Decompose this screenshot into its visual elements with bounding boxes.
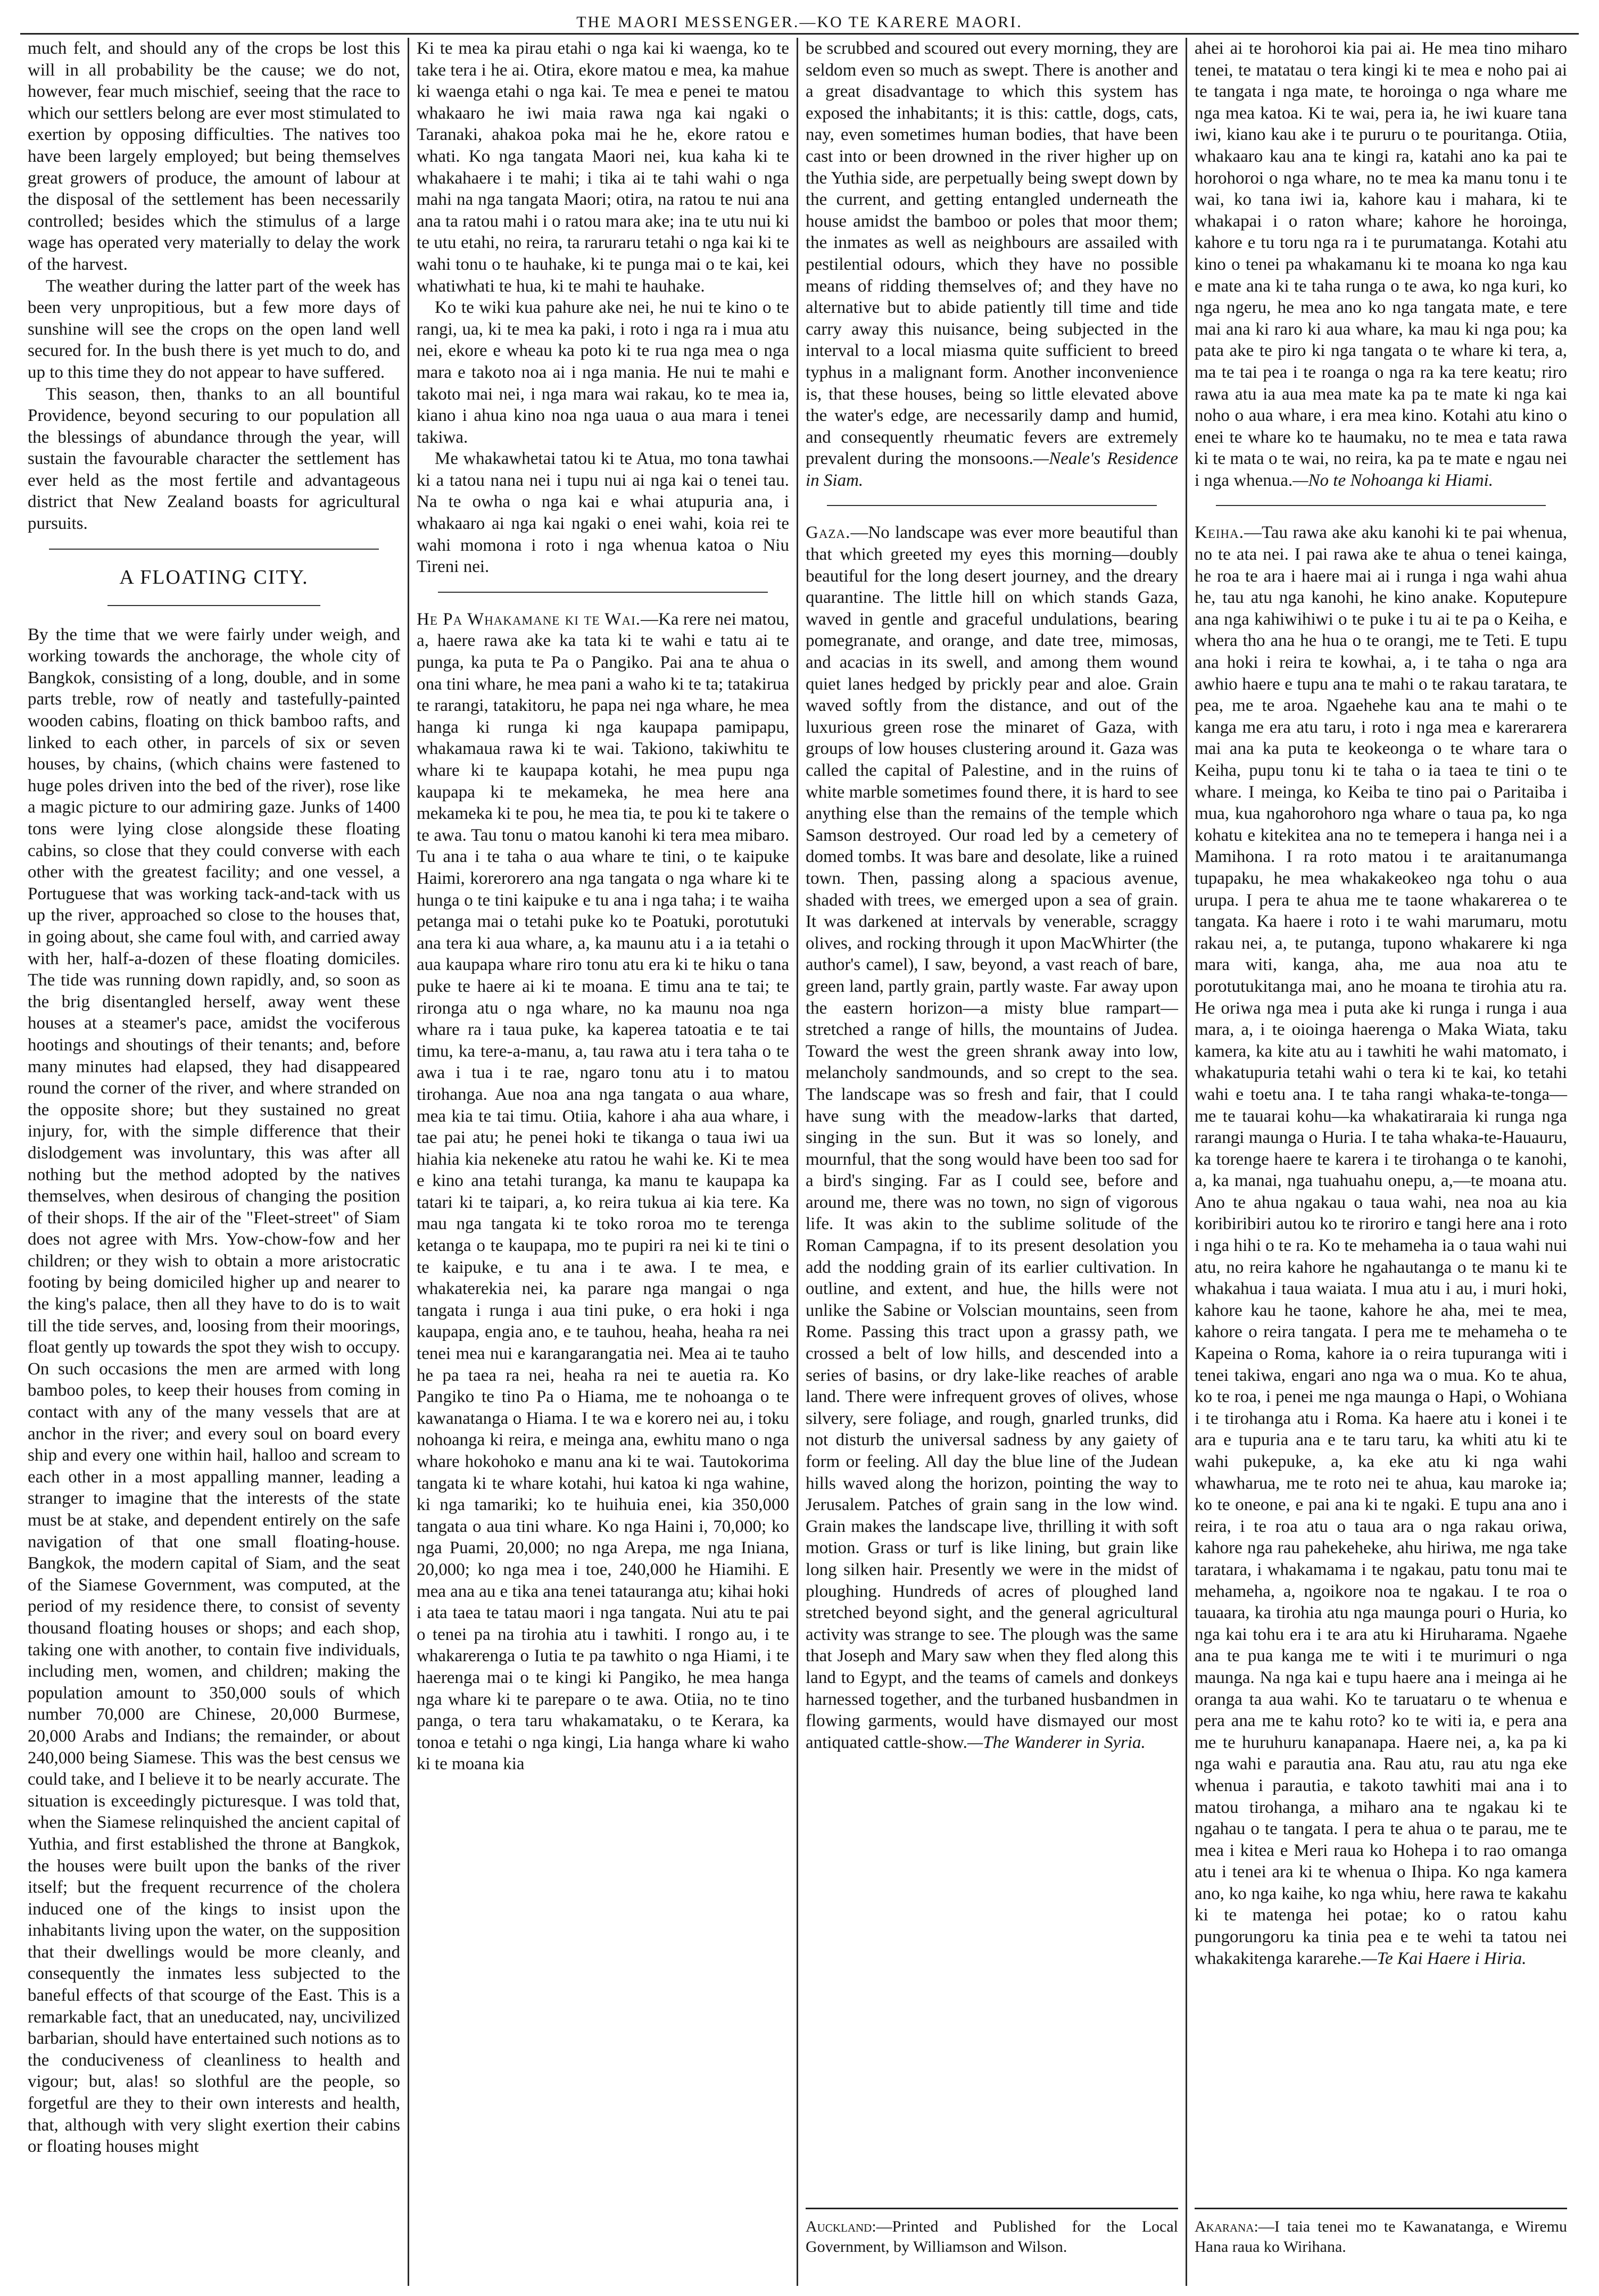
column-3 [798, 38, 1186, 2286]
imprint-place: Akarana [1195, 2218, 1254, 2235]
imprint-text: :—Printed and Published for the Local Government, by Williamson and Wilson. [806, 2218, 1178, 2256]
title-divider [107, 605, 320, 606]
section-divider [827, 505, 1157, 506]
imprint [1195, 2208, 1567, 2286]
article-source: —Neale's Residence in Siam. [806, 449, 1178, 490]
section-divider [1216, 505, 1546, 506]
article-lead: Gaza. [806, 523, 851, 543]
article-text: be scrubbed and scoured out every morning, they are seldom even so much as swept. There is another and a great disadvantage to which this system has exposed the inhabitants; it is this: cattle, dogs, cats, nay, even sometimes human bodies, that have been cast into or been drowned in the river higher up on the Yuthia side, are perpetually being swept down by the current, and getting entangled underneath the house amidst the bamboo or poles that moor them; the inmates as well as neighbours are assailed with pestilential odours, which they have no possible means of ridding themselves of; and they have no alternative but to abide patiently till time and tide carry away this nuisance, being subjected in the interval to a local miasma quite sufficient to breed typhus in a malignant form. Another inconvenience is, that these houses, being so little elevated above the water's edge, are necessarily damp and humid, and consequently rheumatic fevers are extremely prevalent during the monsoons. [806, 39, 1178, 469]
article-text: ahei ai te horohoroi kia pai ai. He mea tino miharo tenei, te matatau o tera kingi ki te mea e noho pai ai te tangata i nga mate, te horoinga o nga whare me nga mea katoa. Ki te wai, pera ia, he iwi kuare tana iwi, kiano kau ake i te pururu o te pouritanga. Otiia, whakaaro kau ana te kingi ra, katahi ano ka pai te horohoroi o nga whare, no te mea ka manu tonu i te wai, ko tana iwi ia, kahore kau i mahara, ki te whakapai i o raton whare; kahore he horoinga, kahore e tu toru nga ra i te purumatanga. Kotahi atu kino o tenei pa whakamanu ki te moana ko nga kau e mate ana ki te taha runga o te awa, ko nga kuri, ko nga ngeru, he mea ano ko nga tangata mate, e tere mai ana ki raro ki aua whare, ka mau ki nga pou; ka pata ake te piro ki nga tangata o te whare ki tera, a, ma te tai pea i te roanga o nga ra ka tere keatu; riro rawa atu ia aua mea mate ka pa te mate ki nga kai noho o aua whare, i era mea kino. Kotahi atu kino o enei te whare ko te haumaku, no te mea e tata rawa ki te mata o te wai, no reira, ka pa te mate e ngau nei i nga whenua. [1195, 39, 1567, 490]
article-source: —The Wanderer in Syria. [967, 1733, 1146, 1752]
column-2 [409, 38, 797, 2286]
article-paragraph: Me whakawhetai tatou ki te Atua, mo tona tawhai ki a tatou nana nei i tupu nui ai nga kai o tenei tau. Na te owha o nga kai e whai atupuria ana, i whakaaro ai nga kai ngaki o enei wahi, koia rei te wahi momona i roto i nga whenua katoa o Niu Tireni nei. [417, 449, 789, 577]
article-paragraph [1195, 38, 1567, 491]
article-lead: Keiha. [1195, 523, 1245, 543]
article-lead: He Pa Whakamane ki te Wai. [417, 609, 641, 629]
column-4 [1187, 38, 1575, 2286]
columns [20, 38, 1579, 2286]
article-paragraph: This season, then, thanks to an all bountiful Providence, beyond securing to our population all the blessings of abundance through the year, will sustain the favourable character the settlement has ever held as the most fertile and advantageous district that New Zealand boasts for agricultural pursuits. [28, 384, 400, 534]
article-paragraph: Ki te mea ka pirau etahi o nga kai ki waenga, ko te take tera i he ai. Otira, ekore matou e mea, ka mahue ki waenga etahi o nga kai. Te mea e penei te matou whakaaro he iwi maia rawa nga kai ngaki o Taranaki, ahakoa poka mai he he, ekore ratou e whati. Ko nga tangata Maori nei, kua kaha ki te whakahaere i te mahi; i tika ai te tahi wahi o nga mahi na nga tangata Maori; otira, na ratou te nui ana ana ta ratou mahi i o ratou mara ake; ina te utu nui ki te utu etahi, no reira, ta raruraru tetahi o nga kai ki te wahi tonu o te hauhake, ki te punga mai o te kai, kei whatiwhati te hua, ki te mahi te hauhake. [417, 39, 789, 296]
article-paragraph: By the time that we were fairly under weigh, and working towards the anchorage, the whole city of Bangkok, consisting of a long, double, and in some parts treble, row of neatly and tastefully-painted wooden cabins, floating on thick bamboo rafts, and linked to each other, in parcels of six or seven houses, by chains, (which chains were fastened to huge poles driven into the bed of the river), rose like a magic picture to our admiring gaze. Junks of 1400 tons were lying close alongside these floating cabins, so close that they could converse with each other with the greatest facility; and one vessel, a Portuguese that was working tack-and-tack with us up the river, approached so close to the houses that, in going about, she came foul with, and carried away with her, half-a-dozen of these floating domiciles. The tide was running down rapidly, and, so soon as the brig disentangled herself, away went these houses at a steamer's pace, amidst the vociferous hootings and shoutings of their tenants; and, before many minutes had elapsed, they had disappeared round the corner of the river, and where stranded on the opposite shore; but they sustained no great injury, for, with the simple difference that their dislodgement was involuntary, this was after all nothing but the method adopted by the natives themselves, when desirous of changing the position of their shops. If the air of the "Fleet-street" of Siam does not agree with Mrs. Yow-chow-fow and her children; or they wish to obtain a more aristocratic footing by being domiciled higher up and nearer to the king's palace, then all they have to do is to wait till the tide serves, and, loosing from their moorings, float gently up towards the spot they wish to occupy. On such occasions the men are armed with long bamboo poles, to keep their houses from coming in contact with any of the many vessels that are at anchor in the river; and every soul on board every ship and every one within hail, halloo and scream to each other in a most appalling manner, leading a stranger to imagine that the interests of the state must be at stake, and dependent entirely on the safe navigation of that one small floating-house. Bangkok, the modern capital of Siam, and the seat of the Siamese Government, was computed, at the period of my residence there, to consist of seventy thousand floating houses or shops; and each shop, taking one with another, to contain five individuals, including men, women, and children; making the population amount to 350,000 souls of which number 70,000 are Chinese, 20,000 Burmese, 20,000 Arabs and Indians; the remainder, or about 240,000 being Siamese. This was the best census we could take, and I believe it to be nearly accurate. The situation is exceedingly picturesque. I was told that, when the Siamese relinquished the ancient capital of Yuthia, and first established the throne at Bangkok, the houses were built upon the banks of the river itself; but the frequent recurrence of the cholera induced one of the kings to insist upon the inhabitants living upon the water, on the supposition that their dwellings would be more cleanly, and consequently the inmates less subjected to the baneful effects of that scourge of the East. This is a remarkable fact, that an uneducated, nay, uncivilized barbarian, should have entertained such notions as to the conduciveness of cleanliness to health and vigour; but, alas! so slothful are the people, so forgetful are they to their own interests and health, that, although with very slight exertion their cabins or floating houses might [28, 625, 400, 2157]
section-divider [438, 592, 768, 593]
article-text: —Ka rere nei matou, a, haere rawa ake ka tata ki te wahi e tatu ai te punga, ka puta te Pa o Pangiko. Pai ana te ahua o ona tini whare, he mea pani a waho ki te ta; tatakirua te rarangi, tatakitoru, he papa nei nga whare, he mea hanga ki runga ki nga kaupapa pamipapu, whakamaua rawa ki te wai. Takiono, takiwhitu te whare ki te kaupapa kotahi, he mea pupu nga kaupapa ki te mekameka, he mea here ana mekameka ki te pou, he mea tia, te pou ki te takere o te awa. Tau tonu o matou kanohi ki tera mea mibaro. Tu ana i te taha o aua whare te tini, o te kaipuke Haimi, korerorero ana nga tangata o nga whare ki te hunga o te tini kaipuke e tu ana i nga taha; i te waiha petanga mai o tetahi puke ko te Poatuki, porotutuki ana tera ki aua whare, a, ka maunu atu i a ia tetahi o aua kaupapa whare riro tonu atu era ki te hiku o tana puke te haere ai ki te moana. E timu ana te tai; te rironga atu o nga whare, no ka maunu noa nga whare ra i taua puke, ka kaperea tatoatia e te tai timu, ka tere-a-manu, a, tau rawa atu i tera taha o te awa i tua i te rae, ngaro tonu atu i to matou tirohanga. Aue noa ana nga tangata o aua whare, mea kia te tai timu. Otiia, kahore i aha aua whare, i tae pai atu; he penei hoki te tikanga o taua iwi ua hiahia kia nekeneke atu ratou he wahi ke. Ki te mea e kino ana tetahi turanga, ka manu te kaupapa ka tatari ki te taipari, a, ko reira tukua ai kia tere. Ka mau nga tangata ki te toko roroa mo te terenga ketanga o te kaupapa, mo te pupiri ra nei ki te tini o te kaipuke, e tu ana i te awa. I te mea, e whakaterekia nei, ka parare nga mangai o nga tangata i runga i aua tini puke, o era hoki i nga kaupapa, engia ano, e te tauhou, heaha, heaha ra nei tenei mea nui e karangarangatia nei. Mea ai te tauho he pa taea ra nei, heaha ra nei te auetia ra. Ko Pangiko te tino Pa o Hiama, me te nohoanga o te kawanatanga o Hiama. I te wa e korero nei au, i toku nohoanga ki reira, e meinga ana, ewhitu mano o nga whare hokohoko e manu ana ki te wai. Tautokorima tangata ki te whare kotahi, hui katoa ki nga wahine, ki nga tamariki; ko te huihuia enei, kia 350,000 tangata o aua tini whare. Ko nga Haini i, 70,000; ko nga Puami, 20,000; no nga Arepa, me nga Iniana, 20,000; ko nga mea i toe, 240,000 he Hiamihi. E mea ana au e tika ana tenei tatauranga atu; kihai hoki i ata taea te tatau maori i nga tangata. Nui atu te pai o tenei pa na tirohia atu i tawhiti. I rongo au, i te whakarerenga o Iutia te pa tawhito o nga Hiami, i te haerenga mai o te kingi ki Pangiko, he mea hanga nga whare ki te parepare o te awa. Otiia, no te tino panga, o tera taru whakamataku, o te Kerara, ka tonoa e tetahi o nga kingi, Lia hanga whare ki waho ki te moana kia [417, 609, 790, 1774]
imprint [806, 2208, 1178, 2286]
column-1 [20, 38, 408, 2286]
masthead: THE MAORI MESSENGER.—KO TE KARERE MAORI. [20, 12, 1579, 35]
article-paragraph [417, 609, 789, 1775]
section-divider [49, 549, 379, 550]
article-paragraph: The weather during the latter part of the week has been very unpropitious, but a few more days of sunshine will see the crops on the open land well secured for. In the bush there is yet much to do, and up to this time they do not appear to have suffered. [28, 276, 400, 382]
article-text: —Tau rawa ake aku kanohi ki te pai whenua, no te ata nei. I pai rawa ake te ahua o tenei kainga, he roa te ara i haere mai ai i runga i nga wahi ahua he, tau atu nga kanohi, he kino anake. Koputepure ana nga kahiwihiwi o te puke i tu ai te pa o Keiha, e whera tho ana he hua o te orangi, me te Teti. E tupu ana hoki i reira te kowhai, a, i te taha o nga ara awhio haere e tupu ana te mahi o te rakau taratara, te pea, me te aroa. Ngaehehe kau ana te mahi o te kanga me era atu taru, i roto i nga mea e karerarera mai ana ka puta te keokeonga o te whare tara o Keiha, pupu tonu ki te taha o ia taea te tini o te whare. I meinga, ko Keiba te tino pai o Paritaiba i mua, kua ngahorohoro nga whare o taua pa, ko nga kohatu e kitekitea ana no te temepera i hanga nei i a Mamihona. I ra roto matou i te araitanumanga tupapaku, he mea whakakeokeo nga tohu o aua urupa. I pera te ahua me te taone whakarerea o te tangata. Ka haere i roto i te wahi marumaru, motu rakau nei, a, te putanga, tupono whakarere ki nga mara witi, kanga, aha, me aua noa atu te porotutukitanga mai, ano he moana te tirohia atu ra. He oriwa nga mea i puta ake ki runga i runga i aua mara, a, i te oioinga haerenga o Maka Wiata, taku kamera, ka kite atu au i tawhiti he wahi matomato, i whakatupuria tetahi wahi o tera ki te kai, ko tetahi wahi e toetu ana. I te taha rangi whaka-te-tonga—me te tauarai kohu—ka whakatiraraia ki runga nga rarangi maunga o Huria. I te taha whaka-te-Hauauru, ka torenge haere te karera i te tirohanga o te kanohi, a, ka manai, nga tuahuahu onepu, a,—te moana atu. Ano te ahua ngakau o taua wahi, nea noa au kia koribiribiri autou ko te riroriro e tangi here ana i roto i nga hihi o te ra. Ko te mehameha ia o taua wahi nui atu, no reira kahore he ngahautanga o te manu ki te whakahua i taua waiata. I mua atu i au, i muri hoki, kahore kau he taone, kahore he aha, mei te mea, kahore o reira tangata. I pera me te mehameha o te Kapeina o Roma, kahore ia o reira tupuranga witi i tenei takiwa, engari ano nga wa o mua. Ko te ahua, ko te roa, i penei me nga maunga o Hapi, o Wohiana i te tirohanga atu i Roma. Ka haere atu i konei i te ara e tupuria ana e te taru taru, ka whiti atu ki te wahi pukepuke, a, ka eke atu ki nga wahi whawharua, me te roto nei te ahua, kau maroke ia; ko te oneone, e pai ana ki te ngaki. E tupu ana ano i reira, i te roa atu o taua ara o nga rakau oriwa, kahore nga rau pahekeheke, ahu hiriwa, me nga take taratara, i whakamama i te ngakau, patu tonu mai te mehameha, a, ngoikore noa te ngakau. I te roa o tauaara, ka tirohia atu nga maunga pouri o Huria, ko nga kai tohu era i te ara atu ki Hiruharama. Ngaehe ana te pua kanga me te witi i te murimuri o nga maunga. Na nga kai e tupu haere ana i meinga ai he oranga ta aua wahi. Ko te taruataru o te whenua e pera ana me te kahu roto? ko te witi ia, e pera ana me te huruhuru kanapanapa. Haere nei, a, ka pa ki nga wahi e parautia ana. Rau atu, rau atu nga eke whenua i parautia, e takoto tawhiti mai ana i to matou tirohanga, a miharo ana te ngakau ki te ngahau o te tangata. I pera te ahua o te parau, me te mea i kitea e Meri raua ko Hohepa i to rao omanga atu i tenei ara ki te whenua o Ihipa. Ko nga kamera ano, ko nga kaihe, ko nga whiu, here rawa te kakahu ki te matenga hei potae; ko o ratou kahu pungorungoru ka tinia pea e te wehi ta tatou nei whakakitenga kararehe. [1195, 523, 1567, 1968]
article-paragraph: Ko te wiki kua pahure ake nei, he nui te kino o te rangi, ua, ki te mea ka paki, i roto i nga ra i mua atu nei, ekore e wheau ka poto ki te rua nga mea o nga mara e takoto noa ai i nga mania. He nui te mahi e takoto mai nei, i nga mara wai rakau, ko te mea ia, kiano i ahua kino noa nga uaua o aua mara i tenei takiwa. [417, 298, 789, 447]
article-paragraph [1195, 522, 1567, 1969]
article-source: —No te Nohoanga ki Hiami. [1293, 470, 1493, 490]
imprint-place: Auckland [806, 2218, 872, 2235]
article-source: —Te Kai Haere i Hiria. [1361, 1949, 1527, 1968]
article-title: A FLOATING CITY. [119, 566, 309, 588]
article-text: —No landscape was ever more beautiful than that which greeted my eyes this morning—doubly beautiful for the long desert journey, and the dreary quarantine. The little hill on which stands Gaza, waved in gentle and graceful undulations, bearing pomegranate, and orange, and date tree, mimosas, and acacias in its swell, and among them wound quiet lanes hedged by prickly pear and aloe. Grain waved softly from the distance, and out of the luxurious green rose the minaret of Gaza, with groups of low houses clustering around it. Gaza was called the capital of Palestine, and in the ruins of white marble sometimes found there, it is hard to see anything else than the remains of the temple which Samson destroyed. Our road led by a cemetery of domed tombs. It was bare and desolate, like a ruined town. Then, passing along a spacious avenue, shaded with trees, we emerged upon a sea of grain. It was darkened at intervals by venerable, scraggy olives, and rocking through it upon MacWhirter (the author's camel), I saw, beyond, a vast reach of bare, green land, partly grain, partly waste. Far away upon the eastern horizon—a misty blue rampart—stretched a range of hills, the mountains of Judea. Toward the west the green shrank away into low, melancholy sandmounds, and so crept to the sea. The landscape was so fresh and fair, that I could have sung with the meadow-larks that darted, singing in the sun. But it was so lonely, and mournful, that the song would have been too sad for a bird's singing. Far as I could see, before and around me, there was no town, no sign of vigorous life. It was akin to the sublime solitude of the Roman Campagna, if to its present desolation you add the nodding grain of its earlier cultivation. In outline, and extent, and hue, the hills were not unlike the Sabine or Volscian mountains, seen from Rome. Passing this tract upon a grassy path, we crossed a belt of low hills, and descended into a series of basins, or dry lake-like reaches of arable land. There were infrequent groves of olives, whose silvery, sere foliage, and rough, gnarled trunks, did not disturb the universal sadness by any gaiety of form or feeling. All day the blue line of the Judean hills waved along the horizon, pointing the way to Jerusalem. Patches of grain sang in the low wind. Grain makes the landscape live, thrilling it with soft motion. Grass or turf is like lining, but grain like long silken hair. Presently we were in the midst of ploughing. Hundreds of acres of ploughed land stretched beyond sight, and the general agricultural activity was strange to see. The plough was the same that Joseph and Mary saw when they fled along this land to Egypt, and the teams of camels and donkeys harnessed together, and the turbaned husbandmen in flowing garments, would have dismayed our most antiquated cattle-show. [806, 523, 1178, 1752]
article-paragraph [806, 38, 1178, 491]
article-paragraph: much felt, and should any of the crops be lost this will in all probability be the cause; we do not, however, fear much mischief, seeing that the race to which our settlers belong are ever most stimulated to exertion by opposing difficulties. The natives too have been largely employed; but being themselves great growers of produce, the amount of labour at the disposal of the settlement has been necessarily controlled; besides which the stimulus of a large wage has operated very materially to delay the work of the harvest. [28, 39, 400, 274]
article-paragraph [806, 522, 1178, 1753]
imprint-text: :—I taia tenei mo te Kawanatanga, e Wiremu Hana raua ko Wirihana. [1195, 2218, 1567, 2256]
